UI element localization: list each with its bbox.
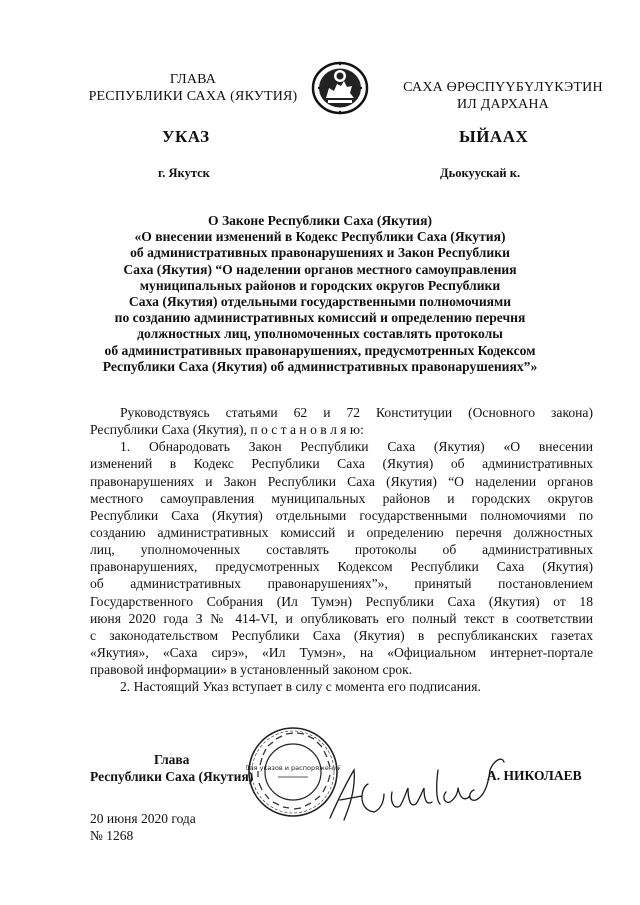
handwritten-signature: [318, 740, 518, 840]
body-line: правонарушениях, предусмотренных Кодексом Республики Саха (Якутия): [90, 559, 593, 575]
title-line: Саха (Якутия) отдельными государственными полномочиями: [128, 294, 512, 310]
body-line: лиц, уполномоченных составлять протоколы об административных: [90, 542, 593, 558]
stamp-text: Для указов и распоряжений: [246, 764, 340, 772]
title-line: об административных правонарушениях и Закон Республики: [130, 245, 510, 261]
city-ru: г. Якутск: [158, 166, 210, 180]
title-line: Саха (Якутия) “О наделении органов местного самоуправления: [123, 261, 517, 277]
title-line: муниципальных районов и городских округов Республики: [139, 277, 501, 293]
body-line: с законодательством Республики Саха (Якутия) в республиканских газетах: [90, 627, 593, 643]
body-line: «Якутия», «Саха сирэ», «Ил Тумэн», на «Официальном интернет-портале: [90, 644, 593, 660]
decree-number: № 1268: [90, 828, 134, 843]
issuer-sakha-line2: ИЛ ДАРХАНА: [456, 97, 549, 112]
body-line: местного самоуправления муниципальных районов и городских округов: [90, 490, 593, 506]
body-line: 2. Настоящий Указ вступает в силу с момента его подписания.: [120, 679, 481, 695]
body-line: об административных правонарушениях”», принятый постановлением: [90, 576, 593, 592]
body-line: правонарушениях и Закон Республики Саха (Якутия) “О наделении органов: [90, 473, 593, 489]
signatory-title-line1: Глава: [154, 752, 190, 767]
title-line: должностных лиц, уполномоченных составлять протоколы: [137, 326, 503, 342]
title-line: об административных правонарушениях, предусмотренных Кодексом: [104, 342, 536, 358]
decree-date-number: [90, 810, 196, 844]
body-line: изменений в Кодекс Республики Саха (Якутия) об административных: [90, 456, 593, 472]
signatory-title-line2: Республики Саха (Якутия): [90, 769, 254, 784]
decree-body: [90, 404, 593, 695]
signatory-name: А. НИКОЛАЕВ: [487, 768, 582, 783]
issuer-ru: [88, 71, 298, 105]
body-line: Государственного Собрания (Ил Тумэн) Республики Саха (Якутия) от 18: [90, 593, 593, 609]
city-sakha: Дьокуускай к.: [440, 166, 521, 180]
doc-type-sakha: ЫЙААХ: [459, 127, 529, 146]
title-line: Республики Саха (Якутия) об административных правонарушениях”»: [102, 358, 538, 374]
issuer-ru-line2: РЕСПУБЛИКИ САХА (ЯКУТИЯ): [88, 89, 298, 104]
doc-type-ru: УКАЗ: [162, 127, 210, 146]
issuer-sakha: [388, 79, 618, 113]
title-line: по созданию административных комиссий и определению перечня: [114, 310, 526, 326]
body-line: Республики Саха (Якутия) отдельными государственными полномочиями по: [90, 507, 593, 523]
title-line: «О внесении изменений в Кодекс Республики Саха (Якутия): [134, 229, 506, 245]
issuer-ru-line1: ГЛАВА: [169, 72, 217, 87]
decree-title: [60, 213, 580, 375]
issuer-sakha-line1: САХА ӨРӨСПҮҮБҮЛҮКЭТИН: [403, 80, 603, 95]
coat-of-arms-emblem: [310, 60, 370, 116]
body-line: Руководствуясь статьями 62 и 72 Конституции (Основного закона): [120, 405, 593, 420]
title-line: О Законе Республики Саха (Якутия): [207, 213, 433, 228]
body-line: созданию административных комиссий и определению перечня должностных: [90, 524, 593, 540]
body-line: Республики Саха (Якутия), п о с т а н о в л я ю:: [90, 422, 364, 438]
body-line: правовой информации» в установленный законом срок.: [90, 662, 413, 678]
decree-date: 20 июня 2020 года: [90, 811, 196, 826]
body-line: 1. Обнародовать Закон Республики Саха (Якутия) «О внесении: [120, 439, 593, 455]
body-line: июня 2020 года З № 414-VI, и опубликовать его полный текст в соответствии: [90, 610, 593, 626]
